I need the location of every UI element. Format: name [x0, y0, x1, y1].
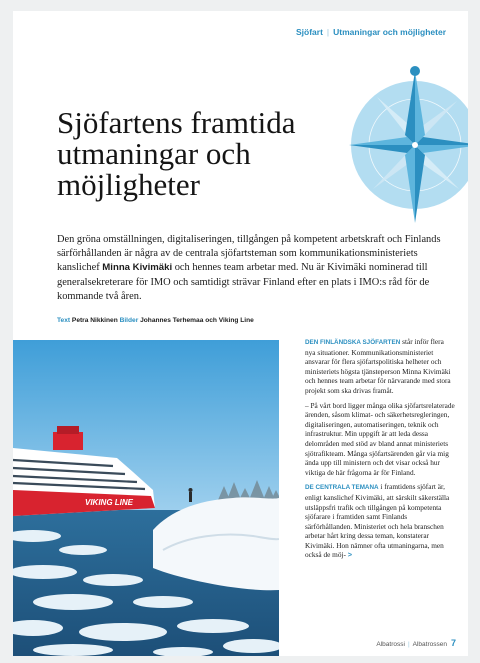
byline: [57, 317, 254, 324]
continue-arrow-icon: >: [347, 550, 353, 560]
footer-separator: |: [407, 641, 410, 648]
publication-name-sv: Albatrossen: [412, 641, 447, 648]
section-header: [296, 27, 446, 37]
photo-credit-label: Bilder: [119, 317, 139, 324]
text-credit-author: Petra Nikkinen: [71, 317, 118, 324]
body-paragraph-1: [305, 337, 455, 396]
title-line-3: möjligheter: [57, 167, 200, 202]
text-credit-label: Text: [57, 317, 71, 324]
photo-credit-author: Johannes Terhemaa och Viking Line: [140, 317, 254, 324]
compass-center: [412, 142, 418, 148]
paragraph-text: står inför flera nya situationer. Kommunikationsministeriet ansvarar för flera sjöfartspolitiska helheter och ministeriets högsta tjänsteperson Minna Kivimäki och hennes team arbetar för närvarande med stora projekt som ska drivas framåt.: [305, 337, 451, 395]
header-separator: |: [326, 27, 330, 37]
paragraph-lead: DE CENTRALA TEMANA: [305, 484, 379, 492]
body-paragraph-2: – På vårt bord ligger många olika sjöfartsrelaterade ärenden, såsom klimat- och säkerhetsregleringen, digitaliseringen, automatiseringen, teknik och infrastruktur. Min uppgift är att leda dessa delområden med stöd av bland annat ministeriets sjötrafikteam. Många sjöfartsärenden går via mig ända upp till ministern och det visar också hur viktiga de här frågorna är för Finland.: [305, 400, 455, 477]
ship-in-ice-photo: [13, 340, 279, 656]
page-footer: [376, 638, 456, 648]
ingress-name: Minna Kivimäki: [102, 262, 173, 274]
publication-name-fi: Albatrossi: [376, 641, 405, 648]
ship-name-text: VIKING LINE: [85, 498, 134, 507]
title-line-1: Sjöfartens framtida: [57, 105, 296, 140]
article-body: [305, 337, 455, 560]
ingress-part-2: och hennes team arbetar med. Nu är Kivimäki nominerad till generalsekreterare för IMO och samtidigt strävar Finland efter en plats i IMO:s råd för de kommande två åren.: [57, 262, 430, 302]
magazine-page: [13, 11, 468, 656]
article-ingress: [57, 233, 452, 304]
section-topic: Utmaningar och möjligheter: [333, 27, 446, 37]
compass-north-dot: [410, 66, 420, 76]
title-line-2: utmaningar och: [57, 136, 251, 171]
paragraph-lead: DEN FINLÄNDSKA SJÖFARTEN: [305, 339, 401, 346]
compass-rose-graphic: [335, 57, 468, 237]
page-number: 7: [450, 638, 456, 648]
body-paragraph-3: [305, 482, 455, 560]
section-label: Sjöfart: [295, 27, 323, 37]
paragraph-text: i framtidens sjöfart är, enligt kanslichef Kivimäki, att särskilt säkerställa utsläppsfri trafik och tillgången på kompetenta sjöfarare i framtiden samt Finlands särförhållanden. Ministeriet och hela branschen arbetar hårt kring dessa teman, konstaterar Kivimäki. Hon nämner ofta utmaningarna, men också de möj-: [305, 482, 450, 560]
ingress-part-1: Den gröna omställningen, digitaliseringen, tillgången på kompetent arbetskraft och Finlands särförhållanden är några av de centrala sjöfartsteman som kommunikationsministeriets kanslichef: [57, 234, 441, 274]
article-title: [57, 107, 337, 200]
